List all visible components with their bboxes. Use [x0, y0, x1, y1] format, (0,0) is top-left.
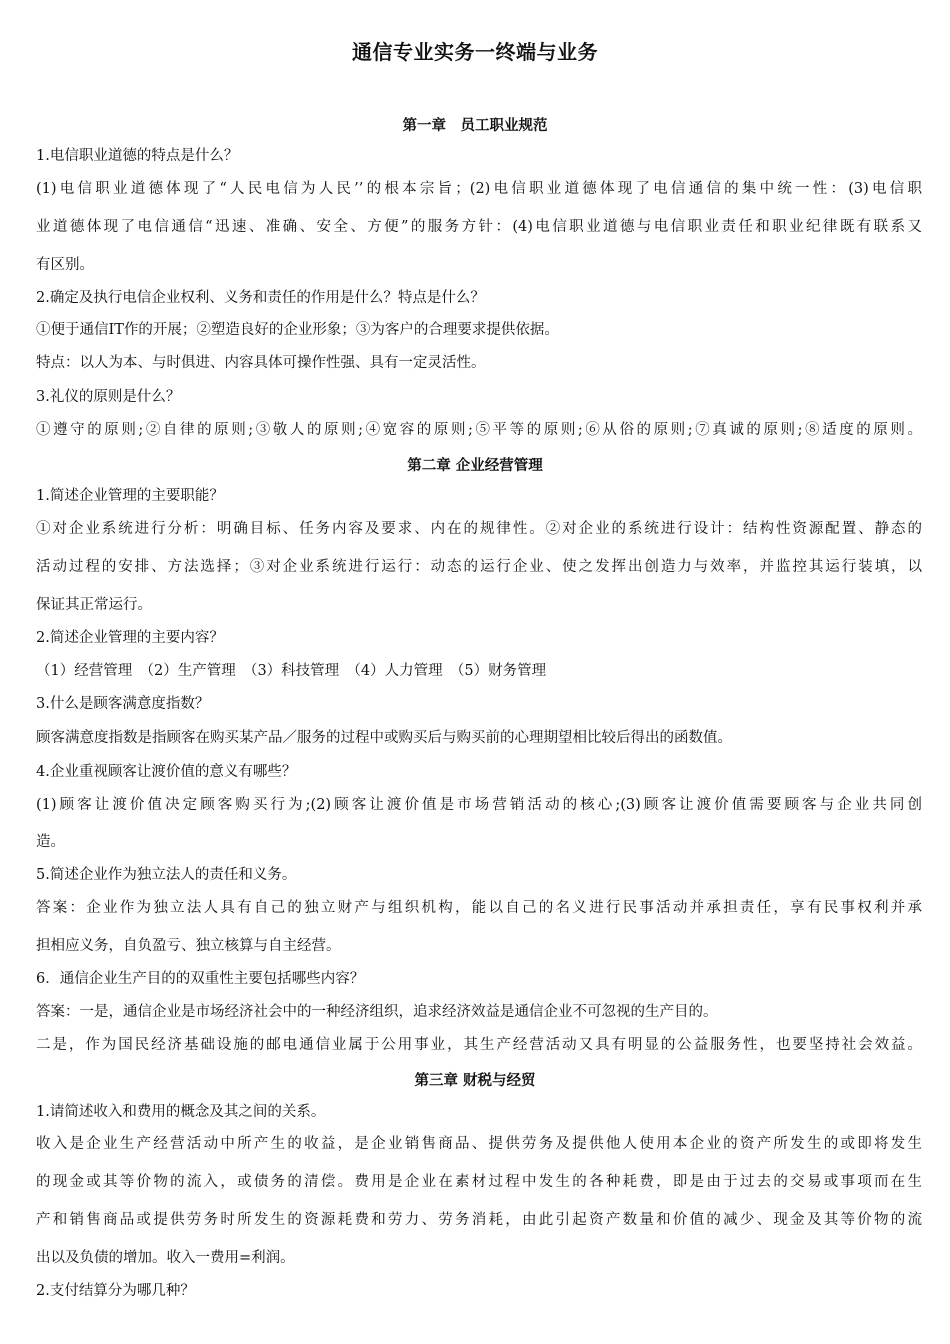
answer-line: 业道德体现了电信通信“迅速、准确、安全、方便”的服务方针：(4)电信职业道德与电信职业责任和职业纪律既有联系又	[36, 219, 922, 235]
answer-line: 答案：一是，通信企业是市场经济社会中的一种经济组织，追求经济效益是通信企业不可忽视的生产目的。	[36, 1004, 718, 1020]
question-line: 2.确定及执行电信企业权利、义务和责任的作用是什么？特点是什么？	[36, 290, 485, 306]
answer-line: (1)顾客让渡价值决定顾客购买行为;(2)顾客让渡价值是市场营销活动的核心;(3)顾客让渡价值需要顾客与企业共同创	[36, 797, 922, 813]
answer-line: ①对企业系统进行分析：明确目标、任务内容及要求、内在的规律性。②对企业的系统进行设计：结构性资源配置、静态的	[36, 521, 922, 537]
question-line: 1.电信职业道德的特点是什么？	[36, 148, 239, 164]
answer-line: 产和销售商品或提供劳务时所发生的资源耗费和劳力、劳务消耗，由此引起资产数量和价值的减少、现金及其等价物的流	[36, 1212, 922, 1228]
document-title: 通信专业实务一终端与业务	[352, 40, 598, 64]
answer-line: 保证其正常运行。	[36, 597, 152, 613]
answer-line: 特点：以人为本、与时俱进、内容具体可操作性强、具有一定灵活性。	[36, 355, 486, 371]
answer-line: 出以及负债的增加。收入一费用=利润。	[36, 1250, 295, 1266]
question-line: 2.支付结算分为哪几种？	[36, 1283, 195, 1299]
question-line: 2.简述企业管理的主要内容？	[36, 630, 224, 646]
answer-line: 答案：企业作为独立法人具有自己的独立财产与组织机构，能以自己的名义进行民事活动并承担责任，享有民事权利并承	[36, 900, 922, 916]
question-line: 4.企业重视顾客让渡价值的意义有哪些？	[36, 764, 297, 780]
answer-line: 顾客满意度指数是指顾客在购买某产品／服务的过程中或购买后与购买前的心理期望相比较后得出的函数值。	[36, 730, 732, 746]
question-line: 5.简述企业作为独立法人的责任和义务。	[36, 867, 297, 883]
answer-line: 担相应义务，自负盈亏、独立核算与自主经营。	[36, 938, 341, 954]
question-line: 3.礼仪的原则是什么？	[36, 389, 181, 405]
answer-line: (1)电信职业道德体现了“人民电信为人民’’的根本宗旨；(2)电信职业道德体现了电信通信的集中统一性：(3)电信职	[36, 181, 922, 197]
question-line: 3.什么是顾客满意度指数？	[36, 696, 210, 712]
question-line: 6．通信企业生产目的的双重性主要包括哪些内容？	[36, 971, 365, 987]
chapter-1-heading: 第一章 员工职业规范	[402, 118, 548, 134]
chapter-2-heading: 第二章 企业经营管理	[407, 458, 543, 474]
answer-line: ①遵守的原则;②自律的原则;③敬人的原则;④宽容的原则;⑤平等的原则;⑥从俗的原则;⑦真诚的原则;⑧适度的原则。	[36, 422, 922, 438]
answer-line: 的现金或其等价物的流入，或债务的清偿。费用是企业在素材过程中发生的各种耗费，即是由于过去的交易或事项而在生	[36, 1174, 922, 1190]
answer-line: （1）经营管理 （2）生产管理 （3）科技管理 （4）人力管理 （5）财务管理	[36, 663, 547, 679]
chapter-3-heading: 第三章 财税与经贸	[414, 1073, 536, 1089]
question-line: 1.简述企业管理的主要职能？	[36, 488, 224, 504]
answer-line: 造。	[36, 834, 65, 850]
answer-line: 有区别。	[36, 257, 94, 273]
answer-line: 二是，作为国民经济基础设施的邮电通信业属于公用事业，其生产经营活动又具有明显的公益服务性，也要坚持社会效益。	[36, 1037, 922, 1053]
question-line: 1.请简述收入和费用的概念及其之间的关系。	[36, 1104, 326, 1120]
answer-line: ①便于通信IT作的开展；②塑造良好的企业形象；③为客户的合理要求提供依据。	[36, 322, 559, 338]
answer-line: 收入是企业生产经营活动中所产生的收益，是企业销售商品、提供劳务及提供他人使用本企业的资产所发生的或即将发生	[36, 1136, 922, 1152]
answer-line: 活动过程的安排、方法选择；③对企业系统进行运行：动态的运行企业、使之发挥出创造力与效率，并监控其运行装填，以	[36, 559, 922, 575]
